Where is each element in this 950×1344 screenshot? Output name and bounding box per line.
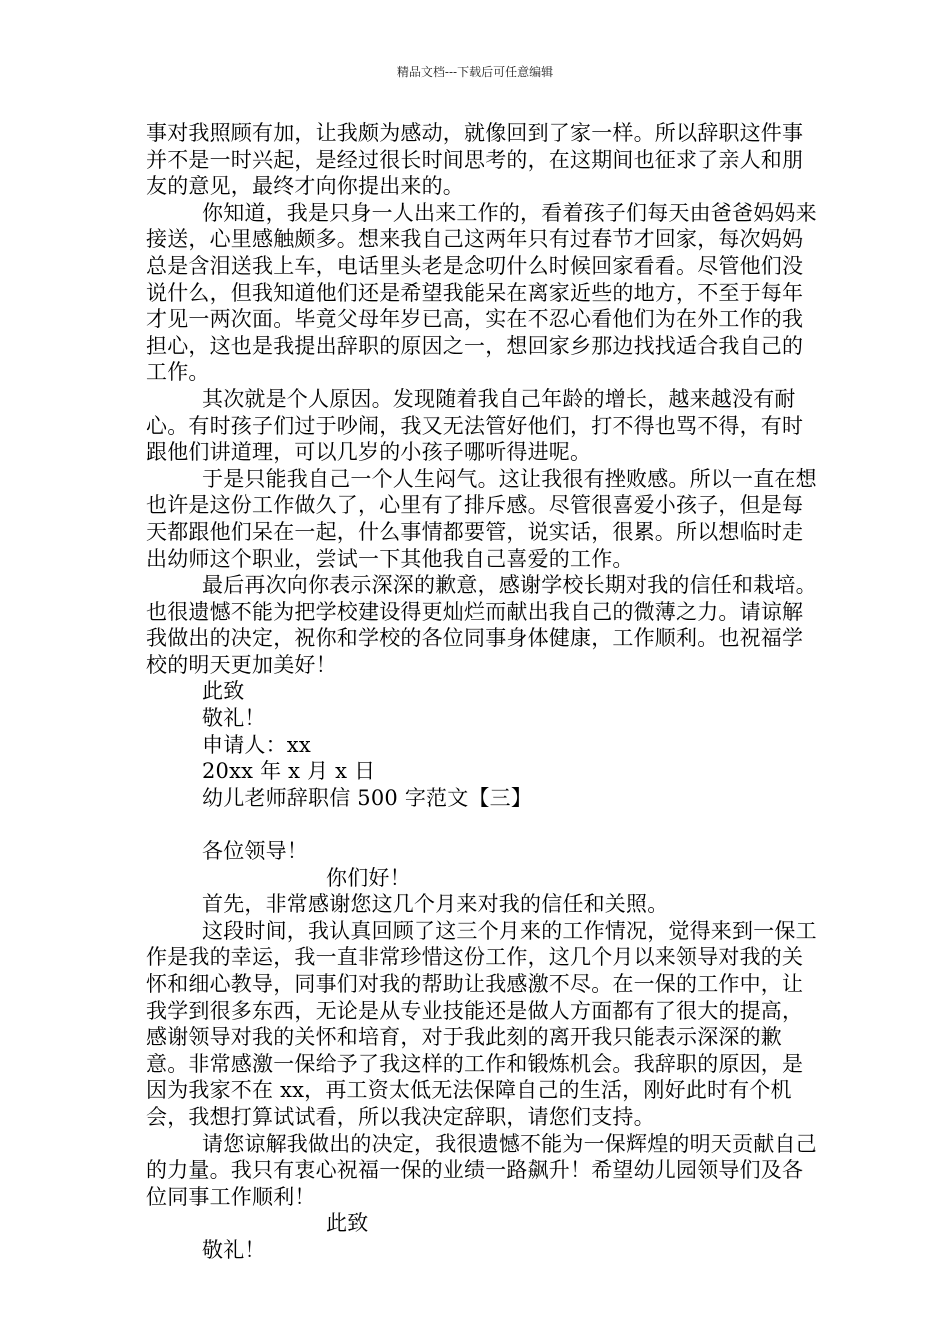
paragraph: 事对我照顾有加，让我颇为感动，就像回到了家一样。所以辞职这件事并不是一时兴起，是经过很长时间思考的，在这期间也征求了亲人和朋友的意见，最终才向你提出来的。 xyxy=(146,121,804,199)
paragraph: 最后再次向你表示深深的歉意，感谢学校长期对我的信任和栽培。也很遗憾不能为把学校建设得更灿烂而献出我自己的微薄之力。请谅解我做出的决定，祝你和学校的各位同事身体健康，工作顺利。也祝福学校的明天更加美好！ xyxy=(146,573,817,677)
paragraph: 请您谅解我做出的决定，我很遗憾不能为一保辉煌的明天贡献自己的力量。我只有衷心祝福一保的业绩一路飙升！希望幼儿园领导们及各位同事工作顺利！ xyxy=(146,1131,817,1209)
page-header: 精品文档---下载后可任意编辑 xyxy=(396,65,554,79)
paragraph: 于是只能我自己一个人生闷气。这让我很有挫败感。所以一直在想也许是这份工作做久了，心里有了排斥感。尽管很喜爱小孩子，但是每天都跟他们呆在一起，什么事情都要管，说实话，很累。所以想临时走出幼师这个职业，尝试一下其他我自己喜爱的工作。 xyxy=(146,466,817,571)
section-title: 幼儿老师辞职信 500 字范文【三】 xyxy=(202,785,533,810)
salutation: 敬礼！ xyxy=(202,1237,266,1262)
hello-line: 你们好！ xyxy=(326,865,411,890)
salutation: 敬礼！ xyxy=(202,706,266,731)
date-line: 20xx 年 x 月 x 日 xyxy=(202,759,376,784)
greeting: 各位领导！ xyxy=(202,839,308,864)
document-body xyxy=(146,120,818,1264)
closing-line: 此致 xyxy=(202,679,245,704)
closing-line: 此致 xyxy=(326,1211,369,1236)
applicant-line: 申请人：xx xyxy=(202,732,311,757)
blank-line xyxy=(146,811,818,838)
paragraph: 这段时间，我认真回顾了这三个月来的工作情况，觉得来到一保工作是我的幸运，我一直非常珍惜这份工作，这几个月以来领导对我的关怀和细心教导，同事们对我的帮助让我感激不尽。在一保的工作中，让我学到很多东西，无论是从专业技能还是做人方面都有了很大的提高，感谢领导对我的关怀和培育，对于我此刻的离开我只能表示深深的歉意。非常感激一保给予了我这样的工作和锻炼机会。我辞职的原因，是因为我家不在 xx，再工资太低无法保障自己的生活，刚好此时有个机会，我想打算试试看，所以我决定辞职，请您们支持。 xyxy=(146,918,817,1129)
paragraph: 其次就是个人原因。发现随着我自己年龄的增长，越来越没有耐心。有时孩子们过于吵闹，我又无法管好他们，打不得也骂不得，有时跟他们讲道理，可以几岁的小孩子哪听得进呢。 xyxy=(146,386,804,465)
paragraph: 首先，非常感谢您这几个月来对我的信任和关照。 xyxy=(202,892,669,917)
paragraph: 你知道，我是只身一人出来工作的，看着孩子们每天由爸爸妈妈来接送，心里感触颇多。想来我自己这两年只有过春节才回家，每次妈妈总是含泪送我上车，电话里头老是念叨什么时候回家看看。尽管他们没说什么，但我知道他们还是希望我能呆在离家近些的地方，不至于每年才见一两次面。毕竟父母年岁已高，实在不忍心看他们为在外工作的我担心，这也是我提出辞职的原因之一，想回家乡那边找找适合我自己的工作。 xyxy=(146,200,817,385)
